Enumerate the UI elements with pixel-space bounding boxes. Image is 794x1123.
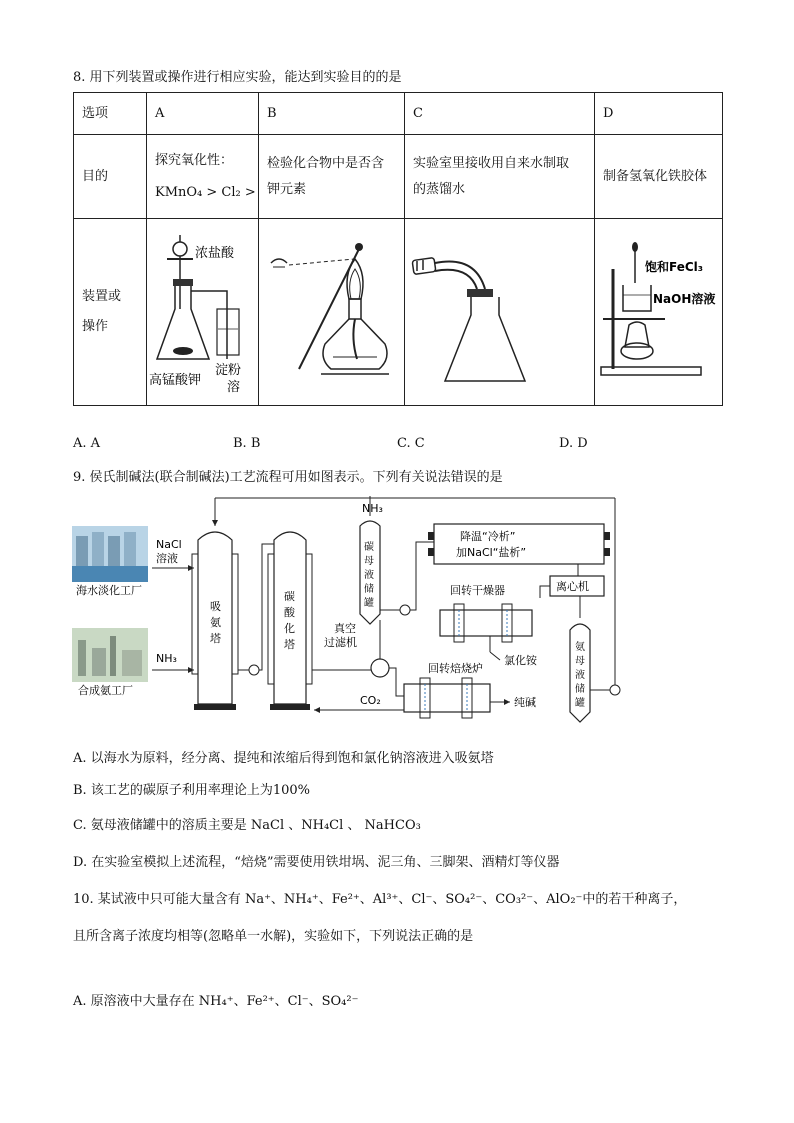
plant-ammonia-label: 合成氨工厂	[78, 684, 133, 697]
purpose-label: 目的	[74, 135, 147, 219]
filter-label-1: 真空	[334, 622, 356, 635]
tank1-char: 储	[364, 584, 374, 595]
purpose-d: 制备氢氧化铁胶体	[595, 135, 723, 219]
table-header-cell: C	[405, 93, 595, 135]
apparatus-label-1: 装置或	[82, 289, 122, 304]
q10-stem-line2: 且所含离子浓度均相等(忽略单一水解)，实验如下，下列说法正确的是	[73, 929, 474, 944]
cooling-box-line1: 降温“冷析”	[460, 530, 516, 543]
tank1-char: 罐	[364, 598, 374, 609]
purpose-c-line1: 实验室里接收用自来水制取	[413, 155, 570, 171]
q9-process-diagram	[70, 490, 630, 730]
table-header-cell: 选项	[74, 93, 147, 135]
q9-option-c-end: NaHCO₃	[364, 818, 421, 833]
table-header-cell: D	[595, 93, 723, 135]
fig-d-beaker-label: NaOH溶液	[653, 292, 716, 306]
q8-option-d: D. D	[559, 436, 588, 451]
q9-option-a: A. 以海水为原料，经分离、提纯和浓缩后得到饱和氯化钠溶液进入吸氨塔	[73, 751, 494, 766]
fig-a-right-label-1: 淀粉	[215, 363, 242, 378]
nh3-top-label: NH₃	[362, 502, 383, 515]
purpose-b-line2: 钾元素	[267, 181, 307, 197]
tower1-char: 吸	[210, 600, 221, 613]
tank2-char: 罐	[575, 698, 585, 709]
cooling-box-line2: 加NaCl“盐析”	[456, 546, 527, 559]
tower1-char: 塔	[210, 632, 221, 645]
fig-a-right-label-2: 溶	[227, 380, 241, 395]
tower2-char: 化	[284, 622, 295, 635]
fig-a-solid-label: 高锰酸钾	[149, 373, 202, 388]
q9-option-c	[73, 814, 421, 833]
tank2-char: 母	[575, 656, 585, 667]
q8-stem: 8. 用下列装置或操作进行相应实验，能达到实验目的的是	[73, 70, 402, 85]
apparatus-label-2: 操作	[82, 319, 109, 334]
q10-option-a: A. 原溶液中大量存在 NH₄⁺、Fe²⁺、Cl⁻、SO₄²⁻	[73, 994, 359, 1009]
q8-option-a: A. A	[73, 436, 101, 451]
purpose-b-line1: 检验化合物中是否含	[267, 155, 385, 171]
purpose-c-line2: 的蒸馏水	[413, 181, 466, 197]
table-header-cell: B	[259, 93, 405, 135]
tower2-char: 塔	[284, 638, 295, 651]
nh3-input-label: NH₃	[156, 652, 177, 665]
tank2-char: 储	[575, 684, 585, 695]
plant-desalination-label: 海水淡化工厂	[76, 584, 142, 597]
q8-options-table	[73, 92, 723, 406]
table-header-cell: A	[147, 93, 259, 135]
tower1-char: 氨	[210, 616, 221, 629]
fig-d-top-label: 饱和FeCl₃	[645, 260, 704, 274]
tank2-char: 氨	[575, 642, 585, 653]
nh4cl-label: 氯化铵	[504, 654, 537, 667]
centrifuge-label: 离心机	[556, 580, 589, 593]
q9-stem: 9. 侯氏制碱法(联合制碱法)工艺流程可用如图表示。下列有关说法错误的是	[73, 470, 503, 485]
q9-option-c-sep: 、	[343, 818, 365, 833]
q9-option-c-prefix: C. 氨母液储罐中的溶质主要是 NaCl 、	[73, 818, 302, 833]
fig-a-acid-label: 浓盐酸	[195, 246, 235, 261]
q9-option-d: D. 在实验室模拟上述流程，“焙烧”需要使用铁坩埚、泥三角、三脚架、酒精灯等仪器	[73, 855, 560, 870]
purpose-a-line1: 探究氧化性：	[155, 152, 234, 168]
filter-label-2: 过滤机	[324, 636, 357, 649]
apparatus-b-figure	[259, 219, 388, 395]
soda-label: 纯碱	[514, 696, 536, 709]
q9-option-b: B. 该工艺的碳原子利用率理论上为100%	[73, 783, 310, 798]
apparatus-c-figure	[405, 219, 578, 395]
nacl-label-1: NaCl	[156, 538, 182, 551]
apparatus-a-figure	[147, 219, 242, 395]
q10-stem-line1: 10. 某试液中只可能大量含有 Na⁺、NH₄⁺、Fe²⁺、Al³⁺、Cl⁻、SO₄²⁻、CO₃²⁻、AlO₂⁻中的若干种离子，	[73, 892, 687, 907]
tower2-char: 碳	[284, 590, 295, 603]
q8-option-b: B. B	[233, 436, 261, 451]
tank1-char: 液	[364, 570, 374, 581]
q8-option-c: C. C	[397, 436, 425, 451]
apparatus-d-figure	[595, 219, 716, 395]
co2-label: CO₂	[360, 694, 381, 707]
q9-option-c-mid: NH₄Cl	[301, 818, 344, 833]
nacl-label-2: 溶液	[156, 552, 178, 565]
furnace-label: 回转焙烧炉	[428, 662, 483, 675]
tank2-char: 液	[575, 670, 585, 681]
tank1-char: 碳	[364, 542, 374, 553]
purpose-a-line2: KMnO₄ > Cl₂ >	[155, 184, 256, 200]
tank1-char: 母	[364, 556, 374, 567]
dryer-label: 回转干燥器	[450, 584, 505, 597]
tower2-char: 酸	[284, 606, 295, 619]
